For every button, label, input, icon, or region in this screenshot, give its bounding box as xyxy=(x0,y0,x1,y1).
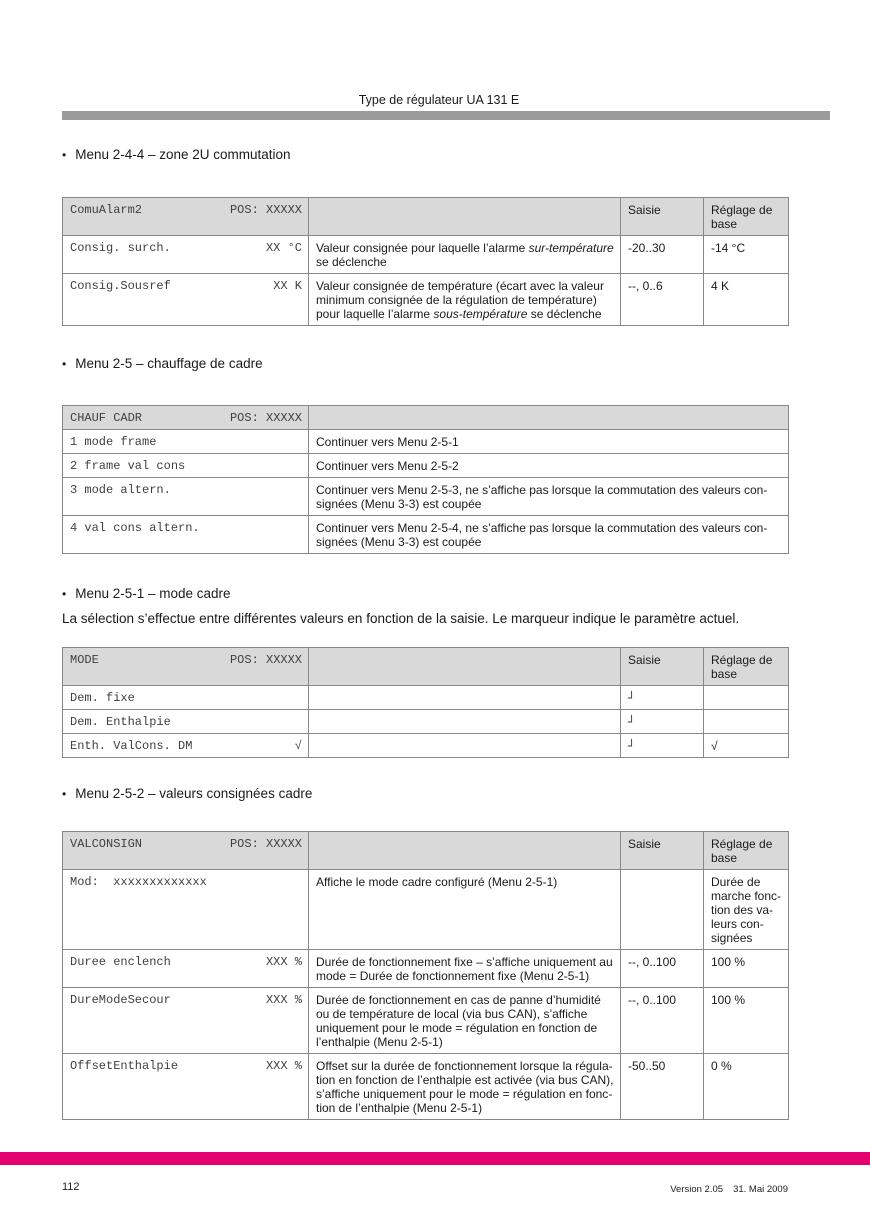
col-header-reglage: Réglage de base xyxy=(704,648,789,686)
param-unit: XXX % xyxy=(265,955,302,969)
col-header-saisie: Saisie xyxy=(621,832,704,870)
saisie-cell: -20..30 xyxy=(621,236,704,274)
reglage-cell: 0 % xyxy=(704,1054,789,1120)
description-cell xyxy=(309,734,621,758)
saisie-cell: --, 0..6 xyxy=(621,274,704,326)
header-rule xyxy=(62,111,830,120)
table-row xyxy=(63,686,789,710)
header-description-cell xyxy=(309,406,789,430)
param-name: Consig.Sousref xyxy=(70,279,171,293)
table-pos-label: POS: XXXXX xyxy=(229,837,302,851)
table-pos-label: POS: XXXXX xyxy=(229,653,302,667)
footer-page-number: 112 xyxy=(62,1181,80,1193)
param-name: Duree enclench xyxy=(70,955,171,969)
param-name: Dem. Enthalpie xyxy=(70,715,171,729)
col-header-saisie: Saisie xyxy=(621,648,704,686)
description-cell: Offset sur la durée de fonctionnement lorsque la régulation en fonction de l’enthalpie est activée (via bus CAN), s’affiche uniquement pour le mode = régulation en fonction de l’enthalpie (Menu 2-5-1) xyxy=(309,1054,621,1120)
reglage-cell: Durée de marche fonction des valeurs consignées xyxy=(704,870,789,950)
header-description-cell xyxy=(309,648,621,686)
bullet-icon: • xyxy=(62,357,67,371)
enter-key-icon: ┘ xyxy=(628,715,636,729)
header-description-cell xyxy=(309,198,621,236)
reglage-cell: -14 °C xyxy=(704,236,789,274)
param-name: Dem. fixe xyxy=(70,691,135,705)
footer-date: 31. Mai 2009 xyxy=(733,1184,788,1195)
table-row xyxy=(63,516,789,554)
section-intro-text: La sélection s’effectue entre différentes valeurs en fonction de la saisie. Le marqueur indique le paramètre actuel. xyxy=(62,611,740,626)
table-header-row xyxy=(63,648,789,686)
bullet-icon: • xyxy=(62,587,67,601)
section-heading-label: Menu 2-5 – chauffage de cadre xyxy=(75,356,263,371)
description-cell: Continuer vers Menu 2-5-3, ne s’affiche pas lorsque la commutation des valeurs consignées (Menu 3-3) est coupée xyxy=(309,478,789,516)
saisie-cell xyxy=(621,870,704,950)
reglage-cell: 4 K xyxy=(704,274,789,326)
table-comualarm2 xyxy=(62,197,789,326)
section-heading-menu-2-5 xyxy=(62,356,830,372)
param-name: Enth. ValCons. DM xyxy=(70,739,193,753)
col-header-reglage: Réglage de base xyxy=(704,198,789,236)
table-header-row xyxy=(63,198,789,236)
param-name: Consig. surch. xyxy=(70,241,171,255)
param-unit: XX K xyxy=(273,279,302,293)
description-cell: Valeur consignée de température (écart avec la valeur minimum consignée de la régulation de température) pour laquelle l’alarme sous-température se déclenche xyxy=(309,274,621,326)
footer-version-line xyxy=(670,1184,788,1195)
table-title: MODE xyxy=(70,653,99,667)
menu-item-name: 1 mode frame xyxy=(70,435,157,449)
table-row xyxy=(63,236,789,274)
table-row xyxy=(63,988,789,1054)
header-description-cell xyxy=(309,832,621,870)
param-unit: XX °C xyxy=(265,241,302,255)
description-cell xyxy=(309,710,621,734)
table-pos-label: POS: XXXXX xyxy=(229,203,302,217)
reglage-cell xyxy=(704,686,789,710)
check-mark-icon: √ xyxy=(294,739,302,753)
table-row xyxy=(63,950,789,988)
description-cell: Continuer vers Menu 2-5-1 xyxy=(309,430,789,454)
menu-item-name: 4 val cons altern. xyxy=(70,521,200,535)
page-title: Type de régulateur UA 131 E xyxy=(358,93,520,107)
table-row xyxy=(63,430,789,454)
table-row xyxy=(63,734,789,758)
table-row xyxy=(63,1054,789,1120)
saisie-cell: -50..50 xyxy=(621,1054,704,1120)
table-title: ComuAlarm2 xyxy=(70,203,143,217)
menu-item-name: 3 mode altern. xyxy=(70,483,171,497)
section-heading-label: Menu 2-5-2 – valeurs consignées cadre xyxy=(75,786,313,801)
section-heading-menu-2-4-4 xyxy=(62,147,830,163)
param-unit: XXX % xyxy=(265,993,302,1007)
table-title: CHAUF CADR xyxy=(70,411,143,425)
param-unit: XXX % xyxy=(265,1059,302,1073)
description-cell: Continuer vers Menu 2-5-2 xyxy=(309,454,789,478)
footer-version: Version 2.05 xyxy=(670,1184,724,1195)
col-header-reglage: Réglage de base xyxy=(704,832,789,870)
bullet-icon: • xyxy=(62,148,67,162)
table-mode xyxy=(62,647,789,758)
section-heading-menu-2-5-2 xyxy=(62,786,830,802)
reglage-cell: 100 % xyxy=(704,950,789,988)
param-name: Mod: xxxxxxxxxxxxx xyxy=(70,875,207,889)
description-cell: Durée de fonctionnement fixe – s’affiche uniquement au mode = Durée de fonctionnement fixe (Menu 2-5-1) xyxy=(309,950,621,988)
section-heading-menu-2-5-1 xyxy=(62,586,830,602)
table-header-row xyxy=(63,406,789,430)
check-mark-icon: √ xyxy=(711,739,718,753)
saisie-cell: --, 0..100 xyxy=(621,950,704,988)
description-cell: Valeur consignée pour laquelle l’alarme sur-température se déclenche xyxy=(309,236,621,274)
section-heading-label: Menu 2-5-1 – mode cadre xyxy=(75,586,231,601)
table-chauf-cadr xyxy=(62,405,789,554)
description-cell: Affiche le mode cadre configuré (Menu 2-5-1) xyxy=(309,870,621,950)
enter-key-icon: ┘ xyxy=(628,739,636,753)
col-header-saisie: Saisie xyxy=(621,198,704,236)
description-cell xyxy=(309,686,621,710)
section-heading-label: Menu 2-4-4 – zone 2U commutation xyxy=(75,147,291,162)
table-row xyxy=(63,710,789,734)
reglage-cell xyxy=(704,710,789,734)
param-name: OffsetEnthalpie xyxy=(70,1059,179,1073)
reglage-cell: 100 % xyxy=(704,988,789,1054)
table-row xyxy=(63,274,789,326)
table-row xyxy=(63,870,789,950)
description-cell: Durée de fonctionnement en cas de panne d’humidité ou de température de local (via bus CAN), s’affiche uniquement pour le mode = régulation en fonction de l’enthalpie (Menu 2-5-1) xyxy=(309,988,621,1054)
table-valconsign xyxy=(62,831,789,1120)
table-title: VALCONSIGN xyxy=(70,837,143,851)
table-pos-label: POS: XXXXX xyxy=(229,411,302,425)
enter-key-icon: ┘ xyxy=(628,691,636,705)
saisie-cell: --, 0..100 xyxy=(621,988,704,1054)
menu-item-name: 2 frame val cons xyxy=(70,459,186,473)
bullet-icon: • xyxy=(62,787,67,801)
param-name: DureModeSecour xyxy=(70,993,171,1007)
description-cell: Continuer vers Menu 2-5-4, ne s’affiche pas lorsque la commutation des valeurs consignées (Menu 3-3) est coupée xyxy=(309,516,789,554)
table-row xyxy=(63,478,789,516)
table-row xyxy=(63,454,789,478)
table-header-row xyxy=(63,832,789,870)
footer-accent-bar xyxy=(0,1152,870,1165)
